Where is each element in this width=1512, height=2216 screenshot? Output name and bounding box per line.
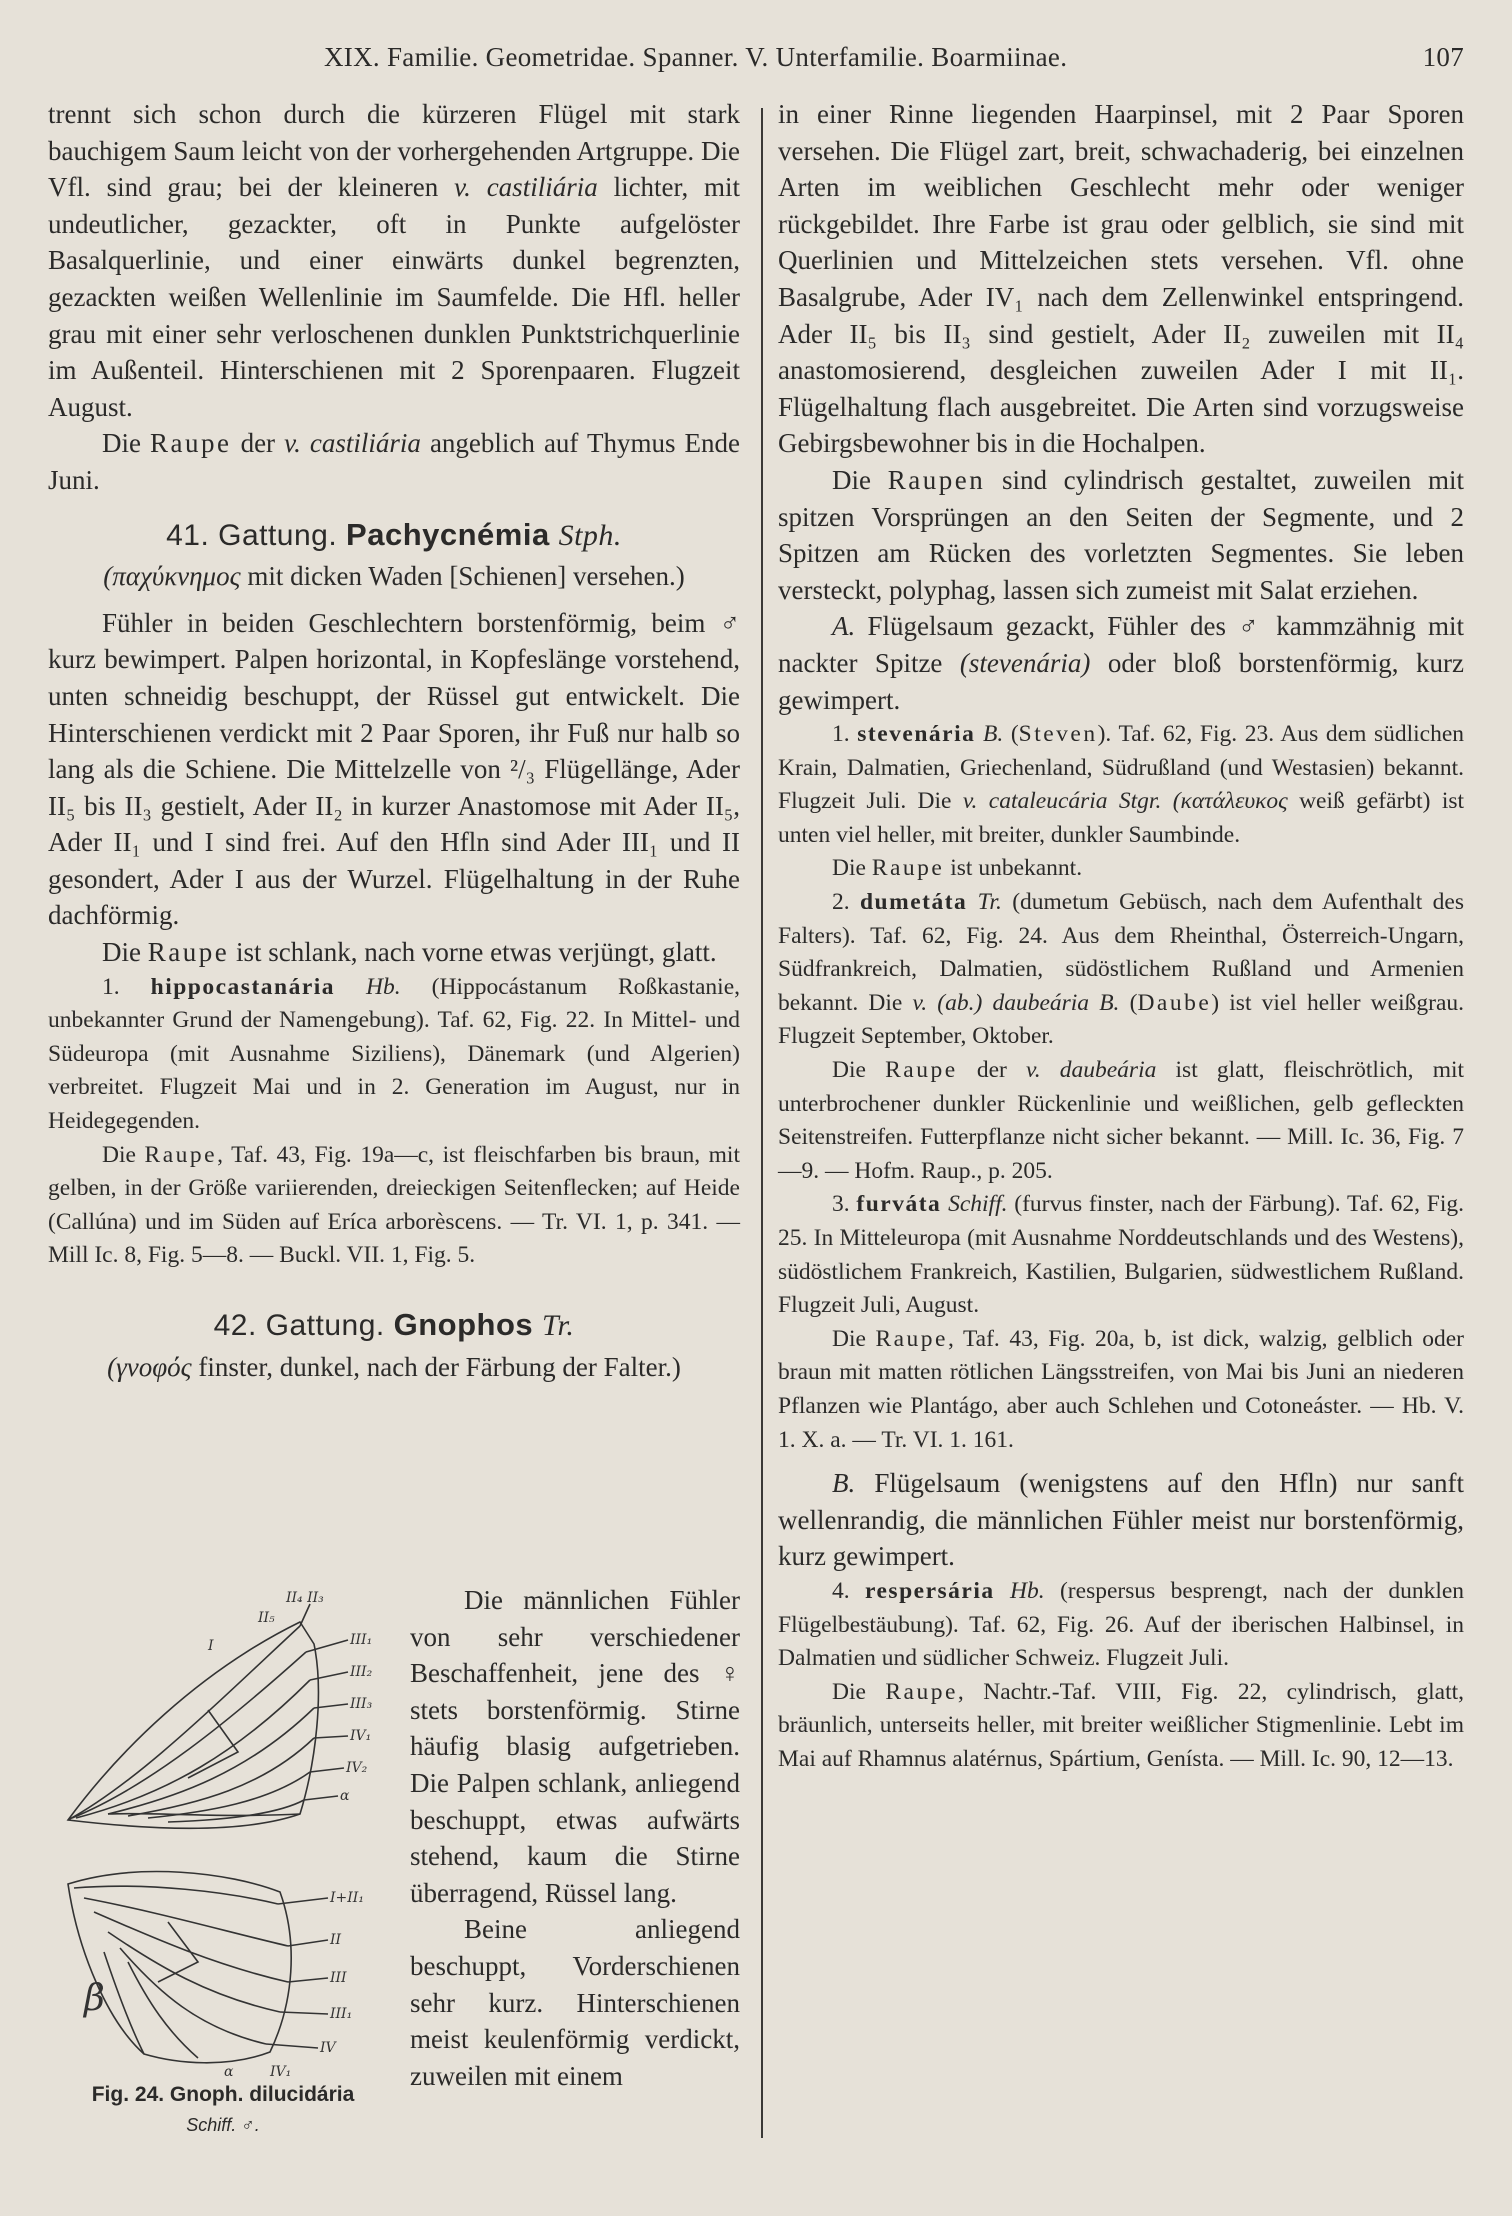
species-author: Hb. (366, 973, 401, 1000)
vein-label: I+II₁ (330, 1890, 364, 1906)
paragraph (48, 605, 740, 934)
text: ). Taf. 62, Fig. 23. Aus dem südlichen Krain, Dalmatien, Griechenland, Südrußland (und Westasien) bekannt. Flugzeit Juli. Die (778, 721, 1465, 815)
species-name: hippocastanária (150, 973, 336, 1000)
vein-label: IV₁ (270, 2064, 292, 2080)
caption-text: Fig. 24. Gnoph. dilucidária (91, 2083, 355, 2106)
raupe-label: Raupe (147, 937, 230, 968)
variety-name: v. cataleucária Stgr. (962, 788, 1162, 815)
text: ) ist viel heller weißgrau. Flugzeit September, Oktober. (778, 989, 1464, 1050)
species-paragraph (778, 1188, 1464, 1322)
figure-caption (48, 2080, 398, 2140)
spaced-name: Steven (1018, 721, 1098, 748)
text: Flügellänge, Ader II₅ bis II₃ gestielt, Ader II₂ in kurzer Anastomose mit Ader II₅, Ader II₁ und I sind frei. Auf den Hfln sind Ader III₁ und II gesondert, Ader I aus der Wurzel. Flügelhaltung in der Ruhe dachförmig. (48, 754, 741, 931)
text: (respersus besprengt, nach der dunklen Flügelbestäubung). Taf. 62, Fig. 26. Auf der iberischen Halbinsel, in Dalmatien und südlicher Schweiz. Flugzeit Juli. (778, 1577, 1465, 1672)
vein-label: III (330, 1970, 347, 1986)
raupe-label: Raupe (871, 855, 945, 882)
larva-paragraph (778, 1323, 1464, 1457)
species-paragraph (778, 886, 1464, 1054)
wing-venation-figure (48, 1582, 398, 2142)
page-number: 107 (1422, 42, 1464, 72)
text: , Taf. 43, Fig. 19a—c, ist fleischfarben bis braun, mit gelben, in der Größe variierenden, dreieckigen Seitenflecken; auf Heide (Callúna) und im Süden auf Eríca arborèscens. — Tr. VI. 1, p. 341. — Mill Ic. 8, Fig. 5—8. — Buckl. VII. 1, Fig. 5. (48, 1141, 740, 1269)
etymology (48, 1349, 740, 1386)
paragraph: in einer Rinne liegenden Haarpinsel, mit 2 Paar Sporen versehen. Die Flügel zart, breit, schwachaderig, bei einzelnen Arten im weiblichen Geschlecht mehr oder weniger rückgebildet. Ihre Farbe ist grau oder gelblich, sie sind mit Querlinien und Mittelzeichen stets versehen. Vfl. ohne Basalgrube, Ader IV₁ nach dem Zellenwinkel entspringend. Ader II₅ bis II₃ sind gestielt, Ader II₂ zuweilen mit II₄ anastomosierend, desgleichen zuweilen Ader I mit II₁. Flügelhaltung flach ausgebreitet. Die Arten sind vorzugsweise Gebirgsbewohner bis in die Hochalpen. (778, 99, 1464, 459)
larva-paragraph (778, 1054, 1464, 1188)
wing-venation-diagram (48, 1582, 398, 2082)
vein-label: IV (320, 2040, 336, 2056)
text: Flügelsaum (wenigstens auf den Hfln) nur sanft wellenrandig, die männlichen Fühler meist nur borstenförmig, kurz gewimpert. (778, 1468, 1465, 1572)
paragraph (48, 96, 740, 425)
genus-author: Stph. (558, 518, 622, 552)
text: trennt sich schon durch die kürzeren Flügel mit stark bauchigem Saum leicht von der vorhergehenden Artgruppe. Die Vfl. sind grau; bei der kleineren (48, 99, 740, 203)
genus-name: Pachycnémia (346, 516, 550, 552)
species-author: Schiff. (948, 1191, 1008, 1218)
larva-paragraph (778, 1676, 1464, 1777)
species-number: 3. (832, 1191, 850, 1218)
page-header (48, 38, 1464, 78)
vein-label: III₃ (350, 1696, 373, 1712)
text: , Nachtr.-Taf. VIII, Fig. 22, cylindrisch, glatt, bräunlich, unterseits heller, mit breiter weißlicher Stigmenlinie. Lebt im Mai auf Rhamnus alatérnus, Spártium, Genísta. — Mill. Ic. 90, 12—13. (778, 1678, 1465, 1772)
text: mit dicken Waden [Schienen] versehen.) (247, 561, 685, 592)
paragraph (48, 934, 740, 971)
text: Fühler in beiden Geschlechtern borstenförmig, beim ♂ kurz bewimpert. Palpen horizontal, in Kopfeslänge vorstehend, unten schneidig beschuppt, der Rüssel gut entwickelt. Die Hinterschienen verdickt mit 2 Paar Sporen, ihr Fuß nur halb so lang als die Schiene. Die Mittelzelle von (48, 607, 740, 785)
genus-number: 41. Gattung. (166, 518, 338, 552)
text: ( (1129, 989, 1138, 1016)
text: finster, dunkel, nach der Färbung der Falter.) (198, 1351, 681, 1382)
raupe-label: Raupe (150, 428, 232, 459)
vein-label: III₁ (330, 2006, 353, 2022)
text: sind cylindrisch gestaltet, zuweilen mit spitzen Vorsprüngen an den Seiten der Segmente, und 2 Spitzen am Rücken des vorletzten Segmentes. Sie leben versteckt, polyphag, lassen sich zumeist mit Salat erziehen. (778, 464, 1465, 605)
section-a (778, 608, 1464, 718)
left-column (48, 96, 740, 1395)
raupe-label: Raupe (885, 1057, 958, 1084)
text: , Taf. 43, Fig. 20a, b, ist dick, walzig, gelblich oder braun mit matten rötlichen Längsstreifen, von Mai bis Juni an niederen Pflanzen wie Plantágo, aber auch Schlehen und Cotoneáster. — Hb. V. 1. X. a. — Tr. VI. 1. 161. (778, 1325, 1464, 1453)
species-entry-hippocastanaria (48, 971, 740, 1273)
text: Die (102, 428, 141, 459)
text: (Hippocástanum Roßkastanie, unbekannter Grund der Namengebung). Taf. 62, Fig. 22. In Mittel- und Südeuropa (mit Ausnahme Siziliens), Dänemark (und Algerien) verbreitet. Flugzeit Mai und in 2. Generation im August, nur in Heidegegenden. (48, 973, 741, 1135)
raupe-label: Raupe (144, 1141, 218, 1168)
vein-label: I (208, 1638, 214, 1654)
species-author: B. (982, 721, 1004, 748)
species-name: furváta (856, 1191, 942, 1218)
paragraph (778, 462, 1464, 608)
genus-name: Gnophos (393, 1307, 534, 1342)
paragraph: Beine anliegend beschuppt, Vorderschienen sehr kurz. Hinterschienen meist keulenförmig verdickt, zuweilen mit einem (410, 1914, 740, 2091)
taxon-name: v. castiliária (284, 428, 421, 459)
vein-label: III₂ (350, 1664, 373, 1680)
genus-number: 42. Gattung. (213, 1309, 385, 1342)
text: Die (832, 1325, 866, 1352)
column-divider (761, 108, 763, 2138)
text: Die (832, 1678, 866, 1705)
vein-label: II₅ (258, 1610, 275, 1626)
variety-name: v. (ab.) daubeária B. (912, 989, 1120, 1016)
greek-term: (γνοφός (107, 1351, 192, 1382)
text: der (240, 428, 276, 459)
species-entry-respersaria (778, 1575, 1464, 1777)
text: Flügelsaum gezackt, Fühler des ♂ kammzähnig mit nackter Spitze (778, 611, 1464, 678)
vein-label: IV₁ (350, 1728, 372, 1744)
running-title: XIX. Familie. Geometridae. Spanner. V. Unterfamilie. Boarmiinae. (324, 42, 1068, 72)
text: Die (832, 855, 866, 882)
gnophos-description (410, 1582, 740, 2094)
text: ( (1010, 721, 1019, 748)
right-column (778, 96, 1464, 1777)
section-letter: B. (832, 1468, 856, 1499)
species-paragraph (778, 718, 1464, 852)
larva-paragraph (48, 1139, 740, 1273)
species-entry-dumetata (778, 886, 1464, 1188)
section-b (778, 1465, 1464, 1575)
text: Die (102, 937, 141, 968)
species-number: 1. (832, 721, 850, 748)
raupe-label: Raupe (875, 1325, 948, 1352)
vein-label: II (330, 1932, 342, 1948)
species-paragraph (778, 1575, 1464, 1676)
paragraph (48, 425, 740, 498)
genus-author: Tr. (541, 1309, 575, 1342)
species-entry-furvata (778, 1188, 1464, 1457)
section-letter: A. (832, 611, 856, 642)
vein-label: α (340, 1788, 350, 1804)
species-name: respersária (865, 1577, 995, 1604)
text: weiß gefärbt) ist unten viel heller, mit breiter, dunkler Saumbinde. (778, 788, 1465, 848)
species-name: dumetáta (859, 889, 968, 916)
taxon-name: v. castiliária (454, 172, 598, 203)
vein-label: II₄ II₃ (286, 1590, 324, 1606)
vein-label: III₁ (350, 1632, 373, 1648)
species-number: 4. (832, 1577, 850, 1604)
variety-name: v. daubeária (1026, 1057, 1157, 1084)
fraction: ²/₃ (510, 754, 536, 785)
species-paragraph (48, 971, 740, 1139)
text: oder bloß borstenförmig, kurz gewimpert. (778, 647, 1465, 715)
raupe-label: Raupe (885, 1678, 958, 1705)
raupe-label: Raupen (887, 464, 986, 495)
paragraph: Die männlichen Fühler von sehr verschiedener Beschaffenheit, jene des ♀ stets borstenförmig. Stirne häufig blasig aufgetrieben. Die Palpen schlank, anliegend beschuppt, etwas aufwärts stehend, kaum die Stirne überragend, Rüssel lang. (410, 1585, 740, 1908)
text: (furvus finster, nach der Färbung). Taf. 62, Fig. 25. In Mitteleuropa (mit Ausnahme Norddeutschlands und des Westens), südöstlichem Frankreich, Kastilien, Bulgarien, südwestlichem Rußland. Flugzeit Juli, August. (778, 1191, 1464, 1319)
spaced-name: Daube (1137, 989, 1212, 1016)
vein-label: α (224, 2064, 234, 2080)
species-name: stevenária (857, 721, 976, 748)
text: angeblich auf Thymus Ende Juni. (48, 428, 740, 495)
species-number: 1. (102, 973, 120, 1000)
text: der (976, 1057, 1007, 1084)
etymology (48, 558, 740, 595)
text: (dumetum Gebüsch, nach dem Aufenthalt des Falters). Taf. 62, Fig. 24. Aus dem Rheinthal, Österreich-Ungarn, Südfrankreich, Dalmatien, südöstlichem Rußland und Armenien bekannt. Die (778, 889, 1465, 1016)
genus-heading-42 (48, 1307, 740, 1345)
text: Die (832, 1057, 866, 1084)
text: Die (102, 1141, 136, 1168)
taxon-name: (stevenária) (959, 647, 1091, 678)
caption-author: Schiff. ♂. (186, 2115, 260, 2135)
genus-heading-41 (48, 517, 740, 555)
text: ist schlank, nach vorne etwas verjüngt, glatt. (235, 937, 717, 968)
larva-paragraph (778, 852, 1464, 886)
species-number: 2. (832, 889, 850, 916)
text: lichter, mit undeutlicher, gezackter, oft in Punkte aufgelöster Basalquerlinie, und einer einwärts dunkel begrenzten, gezackten weißen Wellenlinie im Saumfelde. Die Hfl. heller grau mit einer sehr verloschenen dunklen Punktstrichquerlinie im Außenteil. Hinterschienen mit 2 Sporenpaaren. Flugzeit August. (48, 172, 741, 422)
vein-label: β (84, 1978, 105, 2019)
greek-term: (κατάλευκος (1172, 788, 1288, 815)
species-entry-stevenaria (778, 718, 1464, 886)
text: ist unbekannt. (950, 855, 1083, 882)
species-author: Hb. (1010, 1577, 1045, 1604)
text: Die (832, 464, 871, 495)
vein-label: IV₂ (346, 1760, 368, 1776)
text: ist glatt, fleischrötlich, mit unterbrochener dunkler Rückenlinie und weißlichen, gelb gefleckten Seitenstreifen. Futterpflanze nicht sicher bekannt. — Mill. Ic. 36, Fig. 7—9. — Hofm. Raup., p. 205. (778, 1057, 1465, 1184)
greek-term: (παχύκνημος (103, 561, 241, 592)
species-author: Tr. (977, 889, 1002, 916)
